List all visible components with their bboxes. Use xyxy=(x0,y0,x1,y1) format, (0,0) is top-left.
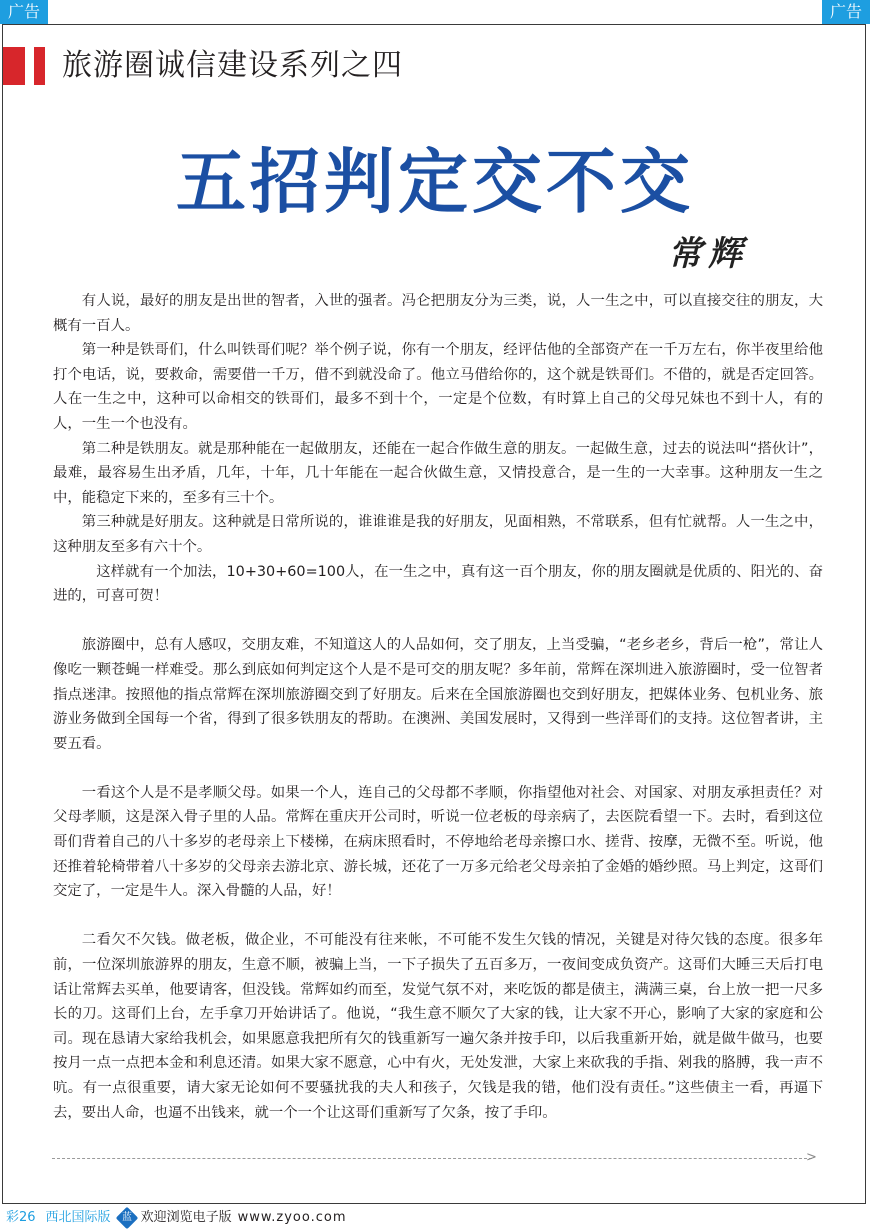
paragraph-intro: 有人说，最好的朋友是出世的智者，入世的强者。冯仑把朋友分为三类，说，人一生之中，可以直接交往的朋友，大概有一百人。 xyxy=(53,293,823,334)
paragraph-second-kind: 第二种是铁朋友。就是那种能在一起做朋友，还能在一起合作做生意的朋友。一起做生意，过去的说法叫“搭伙计”，最难，最容易生出矛盾，几年，十年，几十年能在一起合伙做生意，又情投意合，是一生的一大幸事。这种朋友一生之中，能稳定下来的，至多有三十个。 xyxy=(53,440,823,506)
ad-label-left: 广告 xyxy=(0,0,48,24)
series-accent-bar-wide xyxy=(3,47,25,85)
dashed-divider xyxy=(52,1158,812,1159)
paragraph-sum: 这样就有一个加法，10+30+60=100人，在一生之中，真有这一百个朋友，你的朋友圈就是优质的、阳光的、奋进的，可喜可贺！ xyxy=(53,563,823,605)
website-url[interactable]: www.zyoo.com xyxy=(237,1210,347,1225)
ad-label-right: 广告 xyxy=(822,0,870,24)
edition-name: 西北国际版 xyxy=(45,1210,111,1225)
paragraph-first-look: 一看这个人是不是孝顺父母。如果一个人，连自己的父母都不孝顺，你指望他对社会、对国家、对朋友承担责任？对父母孝顺，这是深入骨子里的人品。常辉在重庆开公司时，听说一位老板的母亲病了，去医院看望一下。去时，看到这位哥们背着自己的八十多岁的老母亲上下楼梯，在病床照看时，不停地给老母亲擦口水、搓背、按摩，无微不至。听说，他还推着轮椅带着八十多岁的父母亲去游北京、游长城，还花了一万多元给老父母亲拍了金婚的婚纱照。马上判定，这哥们交定了，一定是牛人。深入骨髓的人品，好！ xyxy=(53,784,823,900)
page-footer xyxy=(6,1207,866,1229)
series-title: 旅游圈诚信建设系列之四 xyxy=(62,48,403,83)
paragraph-first-kind: 第一种是铁哥们，什么叫铁哥们呢？举个例子说，你有一个朋友，经评估他的全部资产在一千万左右，你半夜里给他打个电话，说，要救命，需要借一千万，借不到就没命了。他立马借给你的，这个就是铁哥们。不借的，就是否定回答。人在一生之中，这种可以命相交的铁哥们，最多不到十个，一定是个位数，有时算上自己的父母兄妹也不到十人，有的人，一生一个也没有。 xyxy=(53,342,823,432)
welcome-text: 欢迎浏览电子版 xyxy=(140,1210,232,1225)
paragraph-second-look: 二看欠不欠钱。做老板，做企业，不可能没有往来帐，不可能不发生欠钱的情况，关键是对待欠钱的态度。很多年前，一位深圳旅游界的朋友，生意不顺，被骗上当，一下子损失了五百多万，一夜间变成负资产。这哥们大睡三天后打电话让常辉去买单，他要请客，但没钱。常辉如约而至，发觉气氛不对，来吃饭的都是债主，满满三桌，台上放一把一尺多长的刀。这哥们上台，左手拿刀开始讲话了。他说，“我生意不顺欠了大家的钱，让大家不开心，影响了大家的家庭和公司。现在恳请大家给我机会，如果愿意我把所有欠的钱重新写一遍欠条并按手印，以后我重新开始，就是做牛做马，也要按月一点一点把本金和利息还清。如果大家不愿意，心中有火，无处发泄，大家上来砍我的手指、剁我的胳膊，我一声不吭。有一点很重要，请大家无论如何不要骚扰我的夫人和孩子，欠钱是我的错，他们没有责任。”这些债主一看，再逼下去，要出人命，也逼不出钱来，就一个一个让这哥们重新写了欠条，按了手印。 xyxy=(53,932,823,1121)
paragraph-travel-circle: 旅游圈中，总有人感叹，交朋友难，不知道这人的人品如何，交了朋友，上当受骗，“老乡老乡，背后一枪”，常让人像吃一颗苍蝇一样难受。那么到底如何判定这个人是不是可交的朋友呢？多年前，常辉在深圳进入旅游圈时，受一位智者指点迷津。按照他的指点常辉在深圳旅游圈交到了好朋友。后来在全国旅游圈也交到好朋友，把媒体业务、包机业务、旅游业务做到全国每一个省，得到了很多铁朋友的帮助。在澳洲、美国发展时，又得到一些洋哥们的支持。这位智者讲，主要五看。 xyxy=(53,637,823,752)
page-number: 彩26 xyxy=(6,1210,36,1225)
continue-arrow-icon: > xyxy=(806,1150,817,1165)
publisher-logo-glyph: 蓝 xyxy=(121,1211,132,1223)
article-body xyxy=(53,289,823,1125)
author-signature: 常辉 xyxy=(668,234,748,274)
publisher-logo-icon xyxy=(115,1206,138,1229)
paragraph-third-kind: 第三种就是好朋友。这种就是日常所说的，谁谁谁是我的好朋友，见面相熟，不常联系，但有忙就帮。人一生之中，这种朋友至多有六十个。 xyxy=(53,514,823,555)
main-title: 五招判定交不交 xyxy=(176,141,694,223)
series-accent-bar-narrow xyxy=(34,47,45,85)
